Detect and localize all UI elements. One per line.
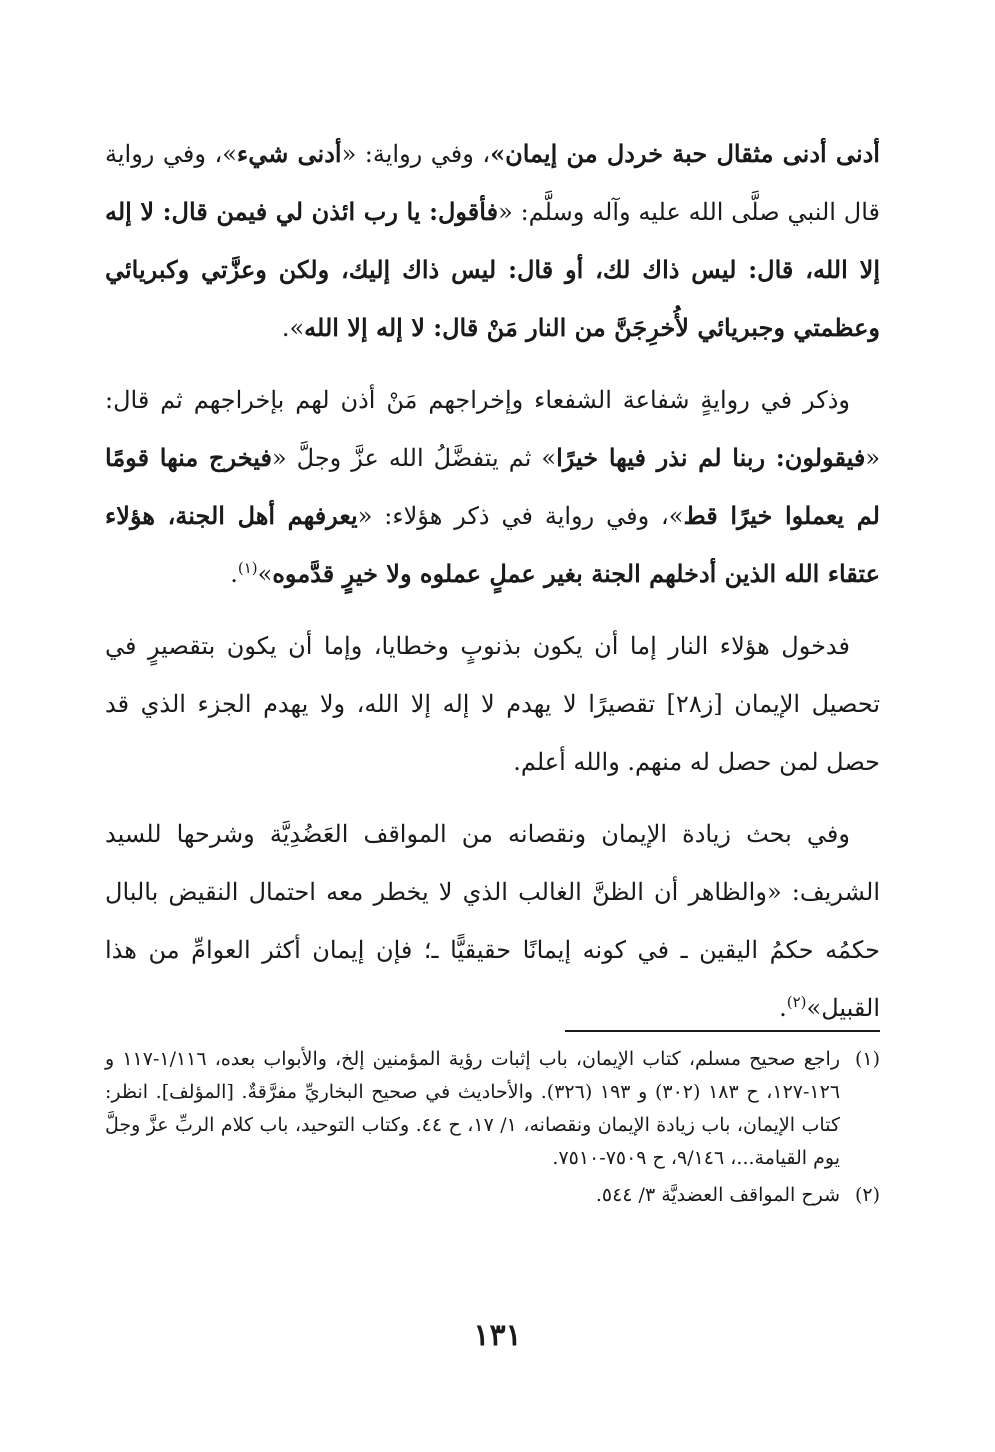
body-text: »، وفي رواية قال النبي صلَّى الله عليه وآله وسلَّم: « bbox=[105, 140, 880, 226]
body-text: . bbox=[230, 560, 238, 588]
quote-text: أدنى شيء bbox=[236, 139, 342, 168]
quote-text: يعرفهم أهل الجنة، هؤلاء عتقاء الله الذين أدخلهم الجنة بغير عملٍ عملوه ولا خيرٍ قدَّموه bbox=[105, 501, 880, 588]
page-number: ١٣١ bbox=[473, 1318, 522, 1353]
footnote-ref-2[interactable]: (٢) bbox=[786, 993, 807, 1011]
footnote-2 bbox=[105, 1179, 880, 1212]
main-text bbox=[105, 125, 880, 1051]
body-text: وذكر في روايةٍ شفاعة الشفعاء وإخراجهم مَنْ أذن لهم بإخراجهم ثم قال: « bbox=[105, 386, 881, 472]
paragraph-1 bbox=[105, 125, 880, 357]
body-text: . bbox=[779, 994, 787, 1022]
body-text: » ثم يتفضَّلُ الله عزَّ وجلَّ « bbox=[271, 444, 557, 472]
body-text: وفي بحث زيادة الإيمان ونقصانه من المواقف العَضُدِيَّة وشرحها للسيد الشريف: «والظاهر أن الظنَّ الغالب الذي لا يخطر معه احتمال النقيض بالبال حكمُه حكمُ اليقين ـ في كونه إيمانًا حقيقيًّا ـ؛ فإن إيمان أكثر العوامِّ من هذا القبيل» bbox=[105, 820, 880, 1022]
footnote-text: شرح المواقف العضديَّة ٣/ ٥٤٤. bbox=[595, 1184, 840, 1206]
footnote-number: (٢) bbox=[854, 1184, 880, 1206]
body-text: فدخول هؤلاء النار إما أن يكون بذنوبٍ وخطايا، وإما أن يكون بتقصيرٍ في تحصيل الإيمان [ز٢٨] تقصيرًا لا يهدم لا إله إلا الله، ولا يهدم الجزء الذي قد حصل لمن حصل له منهم. والله أعلم. bbox=[105, 632, 880, 776]
quote-text: فأقول: يا رب ائذن لي فيمن قال: لا إله إلا الله، قال: ليس ذاك لك، أو قال: ليس ذاك إليك، ولكن وعزَّتي وكبريائي وعظمتي وجبريائي لأُخرِجَنَّ من النار مَنْ قال: لا إله إلا الله bbox=[105, 197, 880, 342]
footnote-ref-1[interactable]: (١) bbox=[237, 559, 258, 577]
footnote-1 bbox=[105, 1043, 880, 1175]
footnote-separator bbox=[565, 1030, 880, 1032]
quote-text: فيخرج منها قومًا لم يعملوا خيرًا قط bbox=[105, 443, 880, 530]
body-text: »، وفي رواية في ذكر هؤلاء: « bbox=[357, 502, 684, 530]
footnotes bbox=[105, 1043, 880, 1216]
footnote-text: راجع صحيح مسلم، كتاب الإيمان، باب إثبات رؤية المؤمنين إلخ، والأبواب بعده، ١/١١٦-١١٧ و ١٢٦-١٢٧، ح ١٨٣ (٣٠٢) و ١٩٣ (٣٢٦). والأحاديث في صحيح البخاريِّ مفرَّقةٌ. [المؤلف]. انظر: كتاب الإيمان، باب زيادة الإيمان ونقصانه، ١/ ١٧، ح ٤٤. وكتاب التوحيد، باب كلام الربِّ عزَّ وجلَّ يوم القيامة...، ٩/١٤٦، ح ٧٥٠٩-٧٥١٠. bbox=[105, 1048, 841, 1169]
paragraph-4 bbox=[105, 805, 880, 1037]
paragraph-3 bbox=[105, 617, 880, 791]
body-text: » bbox=[257, 560, 273, 588]
paragraph-2 bbox=[105, 371, 880, 603]
quote-text: أدنى أدنى مثقال حبة خردل من إيمان» bbox=[490, 139, 880, 168]
quote-text: فيقولون: ربنا لم نذر فيها خيرًا bbox=[556, 443, 866, 472]
footnote-number: (١) bbox=[854, 1048, 881, 1070]
body-text: ، وفي رواية: « bbox=[341, 140, 491, 168]
body-text: ». bbox=[281, 314, 305, 342]
